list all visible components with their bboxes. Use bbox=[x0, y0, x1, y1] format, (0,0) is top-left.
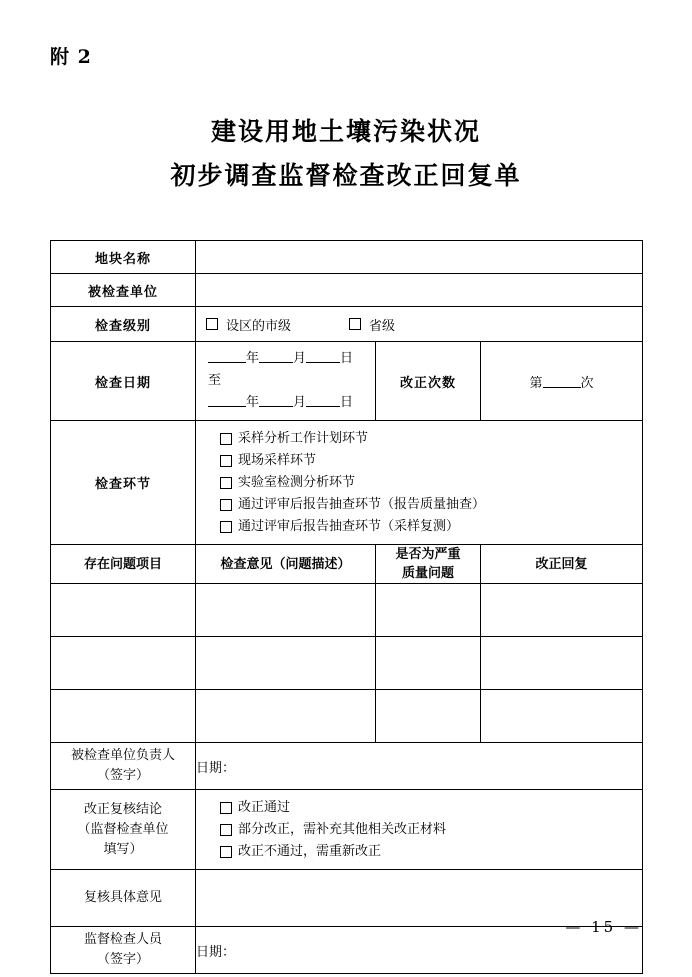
checkbox-icon-conclusion-2[interactable] bbox=[220, 824, 232, 836]
column-header-inspection-opinion: 检查意见（问题描述） bbox=[196, 545, 376, 584]
checkbox-icon-conclusion-3[interactable] bbox=[220, 846, 232, 858]
label-unit-leader bbox=[51, 743, 196, 790]
label-review-conclusion-line2: （监督检查单位 bbox=[77, 821, 169, 837]
checkbox-row-conclusion-3[interactable] bbox=[220, 841, 632, 862]
checkbox-icon-stage-1[interactable] bbox=[220, 433, 232, 445]
date-end-day-blank[interactable] bbox=[306, 392, 340, 407]
option-label-province-level: 省级 bbox=[369, 318, 396, 334]
option-label-city-level: 设区的市级 bbox=[226, 318, 292, 334]
date-start-year-label: 年 bbox=[246, 351, 260, 366]
date-end-year-blank[interactable] bbox=[208, 392, 246, 407]
table-row bbox=[51, 584, 643, 637]
option-label-conclusion-2: 部分改正，需补充其他相关改正材料 bbox=[238, 822, 447, 837]
checkbox-row-conclusion-1[interactable] bbox=[220, 797, 632, 818]
checkbox-row-stage-3[interactable] bbox=[220, 472, 632, 493]
option-label-conclusion-3: 改正不通过，需重新改正 bbox=[238, 844, 382, 859]
cell-inspection-date-value[interactable] bbox=[196, 342, 376, 421]
cell-correction-times-value[interactable] bbox=[481, 342, 643, 421]
checkbox-row-stage-4[interactable] bbox=[220, 494, 632, 515]
table-row-unit-leader bbox=[51, 743, 643, 790]
label-inspected-unit: 被检查单位 bbox=[51, 274, 196, 307]
checkbox-icon-city-level[interactable] bbox=[206, 318, 218, 330]
cell-inspection-level-options bbox=[196, 307, 643, 342]
table-row-inspection-level bbox=[51, 307, 643, 342]
date-start-day-blank[interactable] bbox=[306, 348, 340, 363]
checkbox-icon-stage-3[interactable] bbox=[220, 477, 232, 489]
table-row-review-conclusion bbox=[51, 790, 643, 870]
label-inspector-line2: （签字） bbox=[96, 952, 149, 967]
date-start-day-label: 日至 bbox=[208, 351, 354, 388]
cell-correction-reply-2[interactable] bbox=[481, 637, 643, 690]
column-header-severe-quality-line1: 是否为严重 bbox=[395, 547, 461, 562]
cell-correction-reply-1[interactable] bbox=[481, 584, 643, 637]
cell-inspection-stage-options bbox=[196, 421, 643, 545]
checkbox-row-stage-1[interactable] bbox=[220, 428, 632, 449]
date-start-month-label: 月 bbox=[293, 351, 307, 366]
table-row-issue-header bbox=[51, 545, 643, 584]
date-end-month-blank[interactable] bbox=[259, 392, 293, 407]
correction-times-suffix: 次 bbox=[580, 375, 594, 391]
checkbox-icon-stage-4[interactable] bbox=[220, 499, 232, 511]
label-correction-times: 改正次数 bbox=[376, 342, 481, 421]
checkbox-icon-conclusion-1[interactable] bbox=[220, 802, 232, 814]
cell-severe-quality-1[interactable] bbox=[376, 584, 481, 637]
label-inspection-level: 检查级别 bbox=[51, 307, 196, 342]
label-review-opinion: 复核具体意见 bbox=[51, 870, 196, 927]
option-label-stage-2: 现场采样环节 bbox=[238, 453, 317, 468]
column-header-severe-quality-line2: 质量问题 bbox=[401, 566, 454, 581]
checkbox-icon-stage-5[interactable] bbox=[220, 521, 232, 533]
table-row-inspection-stage bbox=[51, 421, 643, 545]
label-plot-name: 地块名称 bbox=[51, 241, 196, 274]
date-line-start bbox=[208, 348, 363, 392]
label-review-conclusion bbox=[51, 790, 196, 870]
label-inspection-date: 检查日期 bbox=[51, 342, 196, 421]
date-line-end bbox=[208, 392, 363, 414]
table-row-inspected-unit bbox=[51, 274, 643, 307]
cell-inspection-opinion-1[interactable] bbox=[196, 584, 376, 637]
form-container bbox=[50, 240, 642, 974]
cell-severe-quality-2[interactable] bbox=[376, 637, 481, 690]
label-unit-leader-line2: （签字） bbox=[96, 768, 149, 783]
label-review-conclusion-line1: 改正复核结论 bbox=[83, 801, 162, 817]
table-row-plot-name bbox=[51, 241, 643, 274]
cell-correction-reply-3[interactable] bbox=[481, 690, 643, 743]
title-line-1: 建设用地土壤污染状况 bbox=[210, 117, 481, 146]
checkbox-row-stage-2[interactable] bbox=[220, 450, 632, 471]
option-label-stage-5: 通过评审后报告抽查环节（采样复测） bbox=[238, 519, 460, 534]
column-header-correction-reply: 改正回复 bbox=[481, 545, 643, 584]
checkbox-row-stage-5[interactable] bbox=[220, 516, 632, 537]
label-inspector-line1: 监督检查人员 bbox=[83, 932, 162, 947]
option-label-stage-3: 实验室检测分析环节 bbox=[238, 475, 356, 490]
checkbox-icon-stage-2[interactable] bbox=[220, 455, 232, 467]
checkbox-row-conclusion-2[interactable] bbox=[220, 819, 632, 840]
attachment-label: 附 2 bbox=[50, 46, 92, 68]
option-label-stage-4: 通过评审后报告抽查环节（报告质量抽查） bbox=[238, 497, 486, 512]
cell-issue-item-1[interactable] bbox=[51, 584, 196, 637]
cell-inspector-date[interactable]: 日期： bbox=[196, 927, 643, 974]
date-start-year-blank[interactable] bbox=[208, 348, 246, 363]
date-end-day-label: 日 bbox=[340, 395, 354, 410]
cell-issue-item-3[interactable] bbox=[51, 690, 196, 743]
cell-review-conclusion-options bbox=[196, 790, 643, 870]
correction-times-prefix: 第 bbox=[529, 375, 543, 391]
date-end-month-label: 月 bbox=[293, 395, 307, 410]
cell-inspection-opinion-3[interactable] bbox=[196, 690, 376, 743]
document-title bbox=[0, 110, 692, 198]
cell-severe-quality-3[interactable] bbox=[376, 690, 481, 743]
column-header-issue-item: 存在问题项目 bbox=[51, 545, 196, 584]
column-header-severe-quality bbox=[376, 545, 481, 584]
date-start-month-blank[interactable] bbox=[259, 348, 293, 363]
date-end-year-label: 年 bbox=[246, 395, 260, 410]
input-plot-name[interactable] bbox=[196, 241, 643, 274]
table-row bbox=[51, 637, 643, 690]
input-inspected-unit[interactable] bbox=[196, 274, 643, 307]
inspection-form-table bbox=[50, 240, 643, 974]
checkbox-icon-province-level[interactable] bbox=[349, 318, 361, 330]
label-inspection-stage: 检查环节 bbox=[51, 421, 196, 545]
page-number: — 15 — bbox=[565, 918, 642, 936]
option-label-stage-1: 采样分析工作计划环节 bbox=[238, 431, 369, 446]
title-line-2: 初步调查监督检查改正回复单 bbox=[170, 161, 522, 190]
cell-inspection-opinion-2[interactable] bbox=[196, 637, 376, 690]
correction-times-blank[interactable] bbox=[543, 373, 581, 388]
table-row-inspection-date bbox=[51, 342, 643, 421]
option-label-conclusion-1: 改正通过 bbox=[238, 800, 291, 815]
cell-unit-leader-date[interactable]: 日期： bbox=[196, 743, 643, 790]
table-row bbox=[51, 690, 643, 743]
label-unit-leader-line1: 被检查单位负责人 bbox=[70, 748, 175, 763]
label-review-conclusion-line3: 填写） bbox=[103, 841, 143, 857]
cell-issue-item-2[interactable] bbox=[51, 637, 196, 690]
